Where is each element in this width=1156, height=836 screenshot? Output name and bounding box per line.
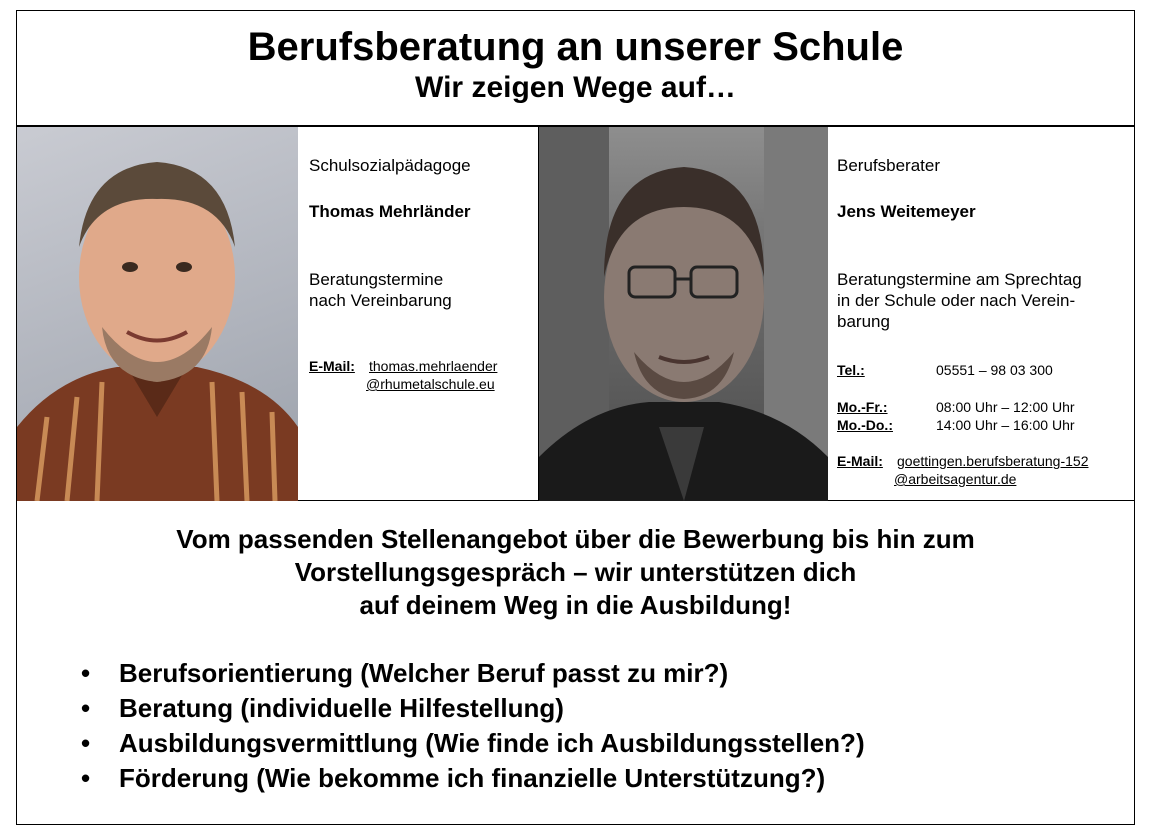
contact-role: Berufsberater <box>837 156 940 175</box>
mofr-label: Mo.-Fr.: <box>837 399 888 415</box>
page-title: Berufsberatung an unserer Schule <box>247 25 904 69</box>
tagline <box>17 523 1134 622</box>
list-item <box>77 691 865 726</box>
tagline-line: Vorstellungsgespräch – wir unterstützen dich <box>294 557 857 587</box>
page-subtitle: Wir zeigen Wege auf… <box>415 71 736 104</box>
email-link-line1[interactable]: goettingen.berufsberatung-152 <box>897 453 1089 469</box>
modo-label: Mo.-Do.: <box>837 417 893 433</box>
hours-line: in der Schule oder nach Verein- <box>837 291 1076 310</box>
list-item-label: Ausbildungsvermittlung (Wie finde ich Ausbildungsstellen?) <box>119 728 865 758</box>
list-item-label: Berufsorientierung (Welcher Beruf passt zu mir?) <box>119 658 729 688</box>
contacts-section <box>17 125 1134 501</box>
bullet-icon: • <box>81 728 91 758</box>
modo-value: 14:00 Uhr – 16:00 Uhr <box>936 417 1075 433</box>
contact-name: Thomas Mehrländer <box>309 202 471 221</box>
list-item <box>77 726 865 761</box>
bullet-icon: • <box>81 658 91 688</box>
flyer-frame <box>16 10 1135 825</box>
email-label: E-Mail: <box>837 453 883 469</box>
photo-jens-weitemeyer <box>538 127 828 501</box>
services-section <box>17 501 1134 824</box>
contact-hours <box>837 269 1082 332</box>
email-link-line1[interactable]: thomas.mehrlaender <box>369 358 498 374</box>
tel-value: 05551 – 98 03 300 <box>936 362 1053 378</box>
email-link-line2[interactable]: @arbeitsagentur.de <box>894 471 1017 487</box>
list-item-label: Beratung (individuelle Hilfestellung) <box>119 693 564 723</box>
list-item-label: Förderung (Wie bekomme ich finanzielle Unterstützung?) <box>119 763 826 793</box>
list-item <box>77 761 865 796</box>
email-link-line2[interactable]: @rhumetalschule.eu <box>366 376 495 392</box>
email-label: E-Mail: <box>309 358 355 374</box>
tagline-line: auf deinem Weg in die Ausbildung! <box>359 590 792 620</box>
photo-thomas-mehrlaender <box>17 127 298 501</box>
tagline-line: Vom passenden Stellenangebot über die Bewerbung bis hin zum <box>176 524 975 554</box>
bullet-icon: • <box>81 763 91 793</box>
contact-hours <box>309 269 452 311</box>
hours-line: Beratungstermine <box>309 270 444 289</box>
person-portrait-icon <box>539 127 828 501</box>
hours-line: Beratungstermine am Sprechtag <box>837 270 1082 289</box>
contact-name: Jens Weitemeyer <box>837 202 976 221</box>
bullet-icon: • <box>81 693 91 723</box>
services-list <box>77 656 865 796</box>
header <box>17 11 1134 126</box>
hours-line: nach Vereinbarung <box>309 291 452 310</box>
hours-line: barung <box>837 312 890 331</box>
list-item <box>77 656 865 691</box>
person-portrait-icon <box>17 127 298 501</box>
contact-role: Schulsozialpädagoge <box>309 156 471 175</box>
mofr-value: 08:00 Uhr – 12:00 Uhr <box>936 399 1075 415</box>
tel-label: Tel.: <box>837 362 865 378</box>
